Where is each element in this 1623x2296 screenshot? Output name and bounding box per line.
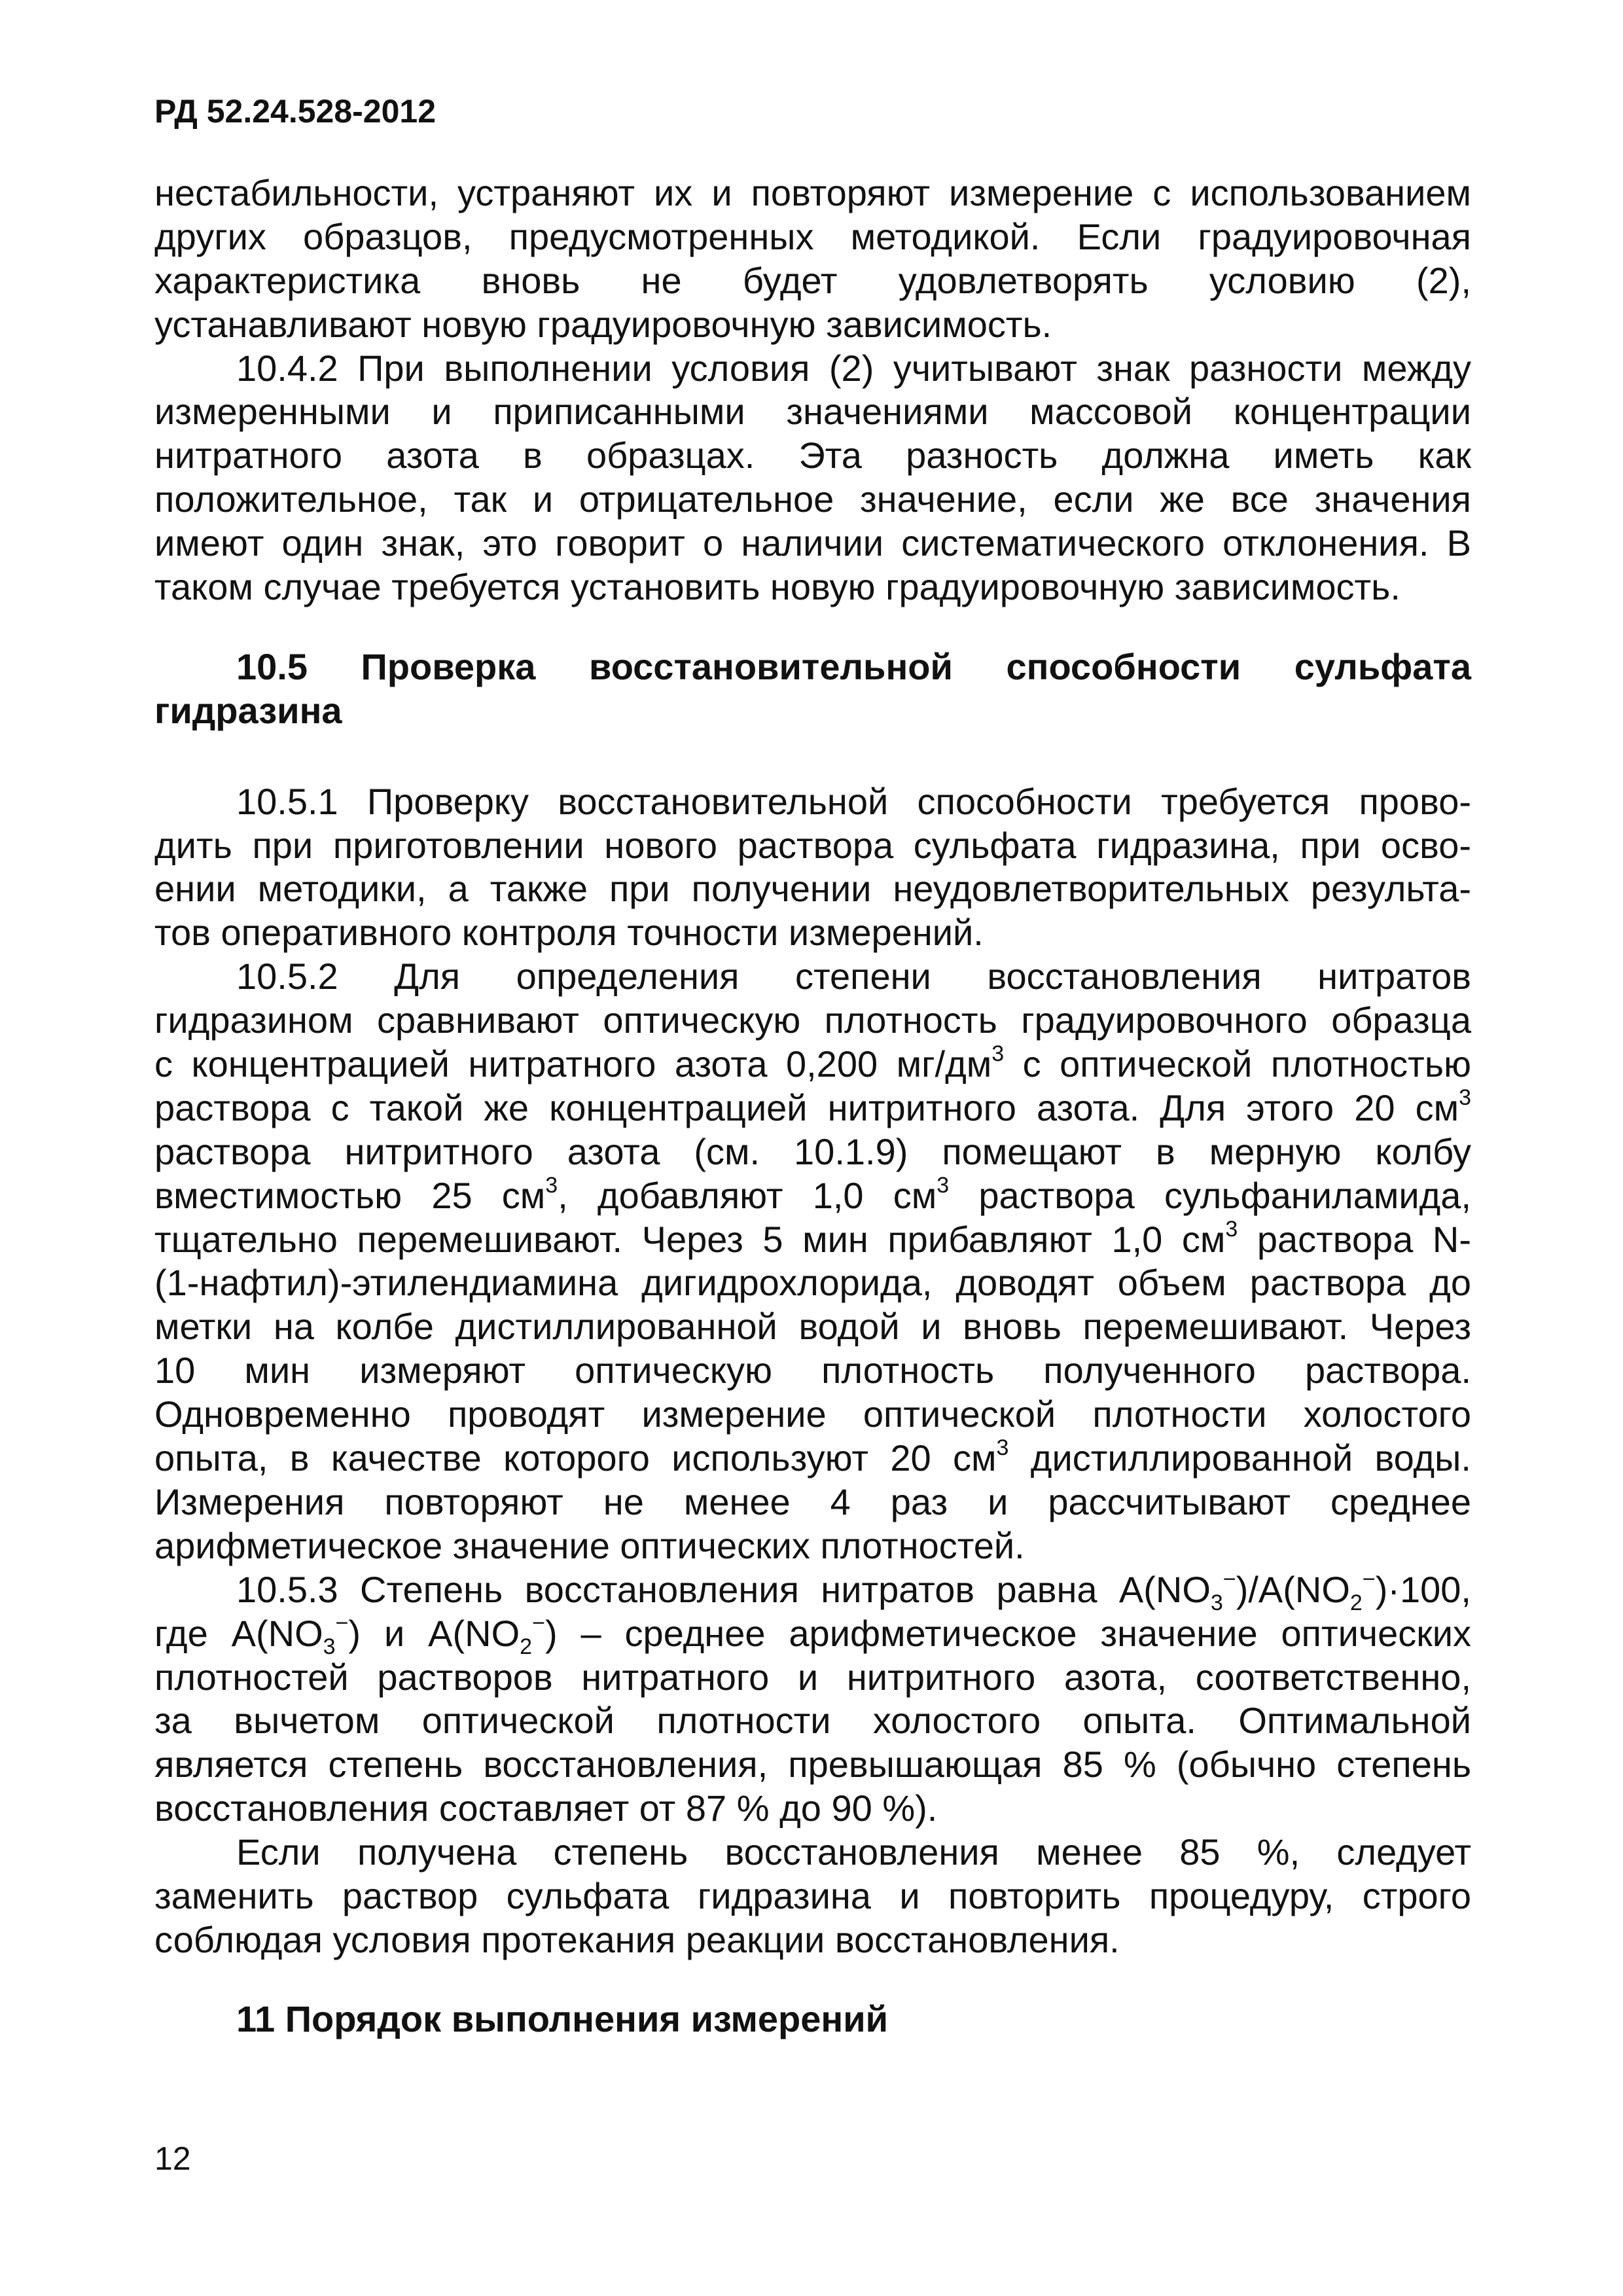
- text-line-with-unit: вместимостью 25 $см^3$, добавляют 1,0 $см^3$ раствора сульфаниламида,: [154, 1172, 1471, 1216]
- text-line-with-unit: раствора с такой же концентрацией нитритного азота. Для этого 20 $см^3$: [154, 1085, 1471, 1128]
- section-heading-10-5: 10.5 Проверка восстановительной способности сульфата: [236, 645, 1471, 687]
- text-line: заменить раствор сульфата гидразина и повторить процедуру, строго: [154, 1874, 1471, 1916]
- text-line: положительное, так и отрицательное значение, если же все значения: [154, 478, 1471, 520]
- section-heading-11: 11 Порядок выполнения измерений: [236, 1998, 889, 2039]
- text-line-with-unit: опыта, в качестве которого используют 20 $см^3$ дистиллированной воды.: [154, 1435, 1471, 1479]
- text-line: гидразином сравнивают оптическую плотность градуировочного образца: [154, 999, 1471, 1041]
- text-line-with-unit: с концентрацией нитратного азота 0,200 $мг/дм^3$ с оптической плотностью: [154, 1041, 1471, 1085]
- text-line: Одновременно проводят измерение оптической плотности холостого: [154, 1393, 1471, 1435]
- text-line: раствора нитритного азота (см. 10.1.9) помещают в мерную колбу: [154, 1130, 1471, 1172]
- text-line: таком случае требуется установить новую градуировочную зависимость.: [154, 566, 1400, 608]
- document-code: РД 52.24.528-2012: [154, 93, 437, 130]
- text-line: плотностей растворов нитратного и нитритного азота, соответственно,: [154, 1656, 1471, 1698]
- text-line: арифметическое значение оптических плотностей.: [154, 1524, 1025, 1566]
- text-line: ении методики, а также при получении неудовлетворительных результа-: [154, 868, 1471, 910]
- text-line: восстановления составляет от 87 % до 90 %).: [154, 1787, 938, 1829]
- text-line: дить при приготовлении нового раствора сульфата гидразина, при осво-: [154, 824, 1471, 866]
- text-line: 10 мин измеряют оптическую плотность полученного раствора.: [154, 1350, 1471, 1391]
- text-line: других образцов, предусмотренных методикой. Если градуировочная: [154, 215, 1471, 257]
- text-line: тов оперативного контроля точности измерений.: [154, 912, 984, 954]
- document-body: [154, 171, 1471, 2041]
- text-line: (1-нафтил)-этилендиамина дигидрохлорида, доводят объем раствора до: [154, 1262, 1471, 1304]
- paragraph-10-4-2: 10.4.2 При выполнении условия (2) учитывают знак разности между: [236, 347, 1471, 389]
- text-line: является степень восстановления, превышающая 85 % (обычно степень: [154, 1744, 1471, 1785]
- text-line-with-formula: где $A(NO_3^-)$ и $A(NO_2^-)$ – среднее арифметическое значение оптических: [154, 1610, 1472, 1659]
- text-line: нитратного азота в образцах. Эта разность должна иметь как: [154, 435, 1471, 476]
- text-line: измеренными и приписанными значениями массовой концентрации: [154, 391, 1471, 433]
- text-line: метки на колбе дистиллированной водой и вновь перемешивают. Через: [154, 1306, 1471, 1348]
- paragraph-10-5-3: 10.5.3 Степень восстановления нитратов равна $A(NO_3^-)/A(NO_2^-)\cdot 100$,: [236, 1566, 1471, 1615]
- page-number: 12: [154, 2140, 191, 2177]
- text-line: за вычетом оптической плотности холостого опыта. Оптимальной: [154, 1700, 1471, 1742]
- text-line: Измерения повторяют не менее 4 раз и рассчитывают среднее: [154, 1480, 1471, 1522]
- paragraph-10-5-1: 10.5.1 Проверку восстановительной способности требуется прово-: [236, 780, 1471, 822]
- text-line: нестабильности, устраняют их и повторяют измерение с использованием: [154, 172, 1471, 213]
- paragraph-recovery-note: Если получена степень восстановления менее 85 %, следует: [236, 1831, 1471, 1873]
- text-line: устанавливают новую градуировочную зависимость.: [154, 303, 1052, 345]
- text-line: имеют один знак, это говорит о наличии систематического отклонения. В: [154, 522, 1471, 564]
- text-line: соблюдая условия протекания реакции восстановления.: [154, 1918, 1120, 1960]
- section-heading-10-5-continued: гидразина: [154, 689, 342, 731]
- text-line: характеристика вновь не будет удовлетворять условию (2),: [154, 259, 1471, 301]
- paragraph-10-5-2: 10.5.2 Для определения степени восстановления нитратов: [236, 956, 1471, 997]
- text-line-with-unit: тщательно перемешивают. Через 5 мин прибавляют 1,0 $см^3$ раствора N-: [154, 1216, 1471, 1260]
